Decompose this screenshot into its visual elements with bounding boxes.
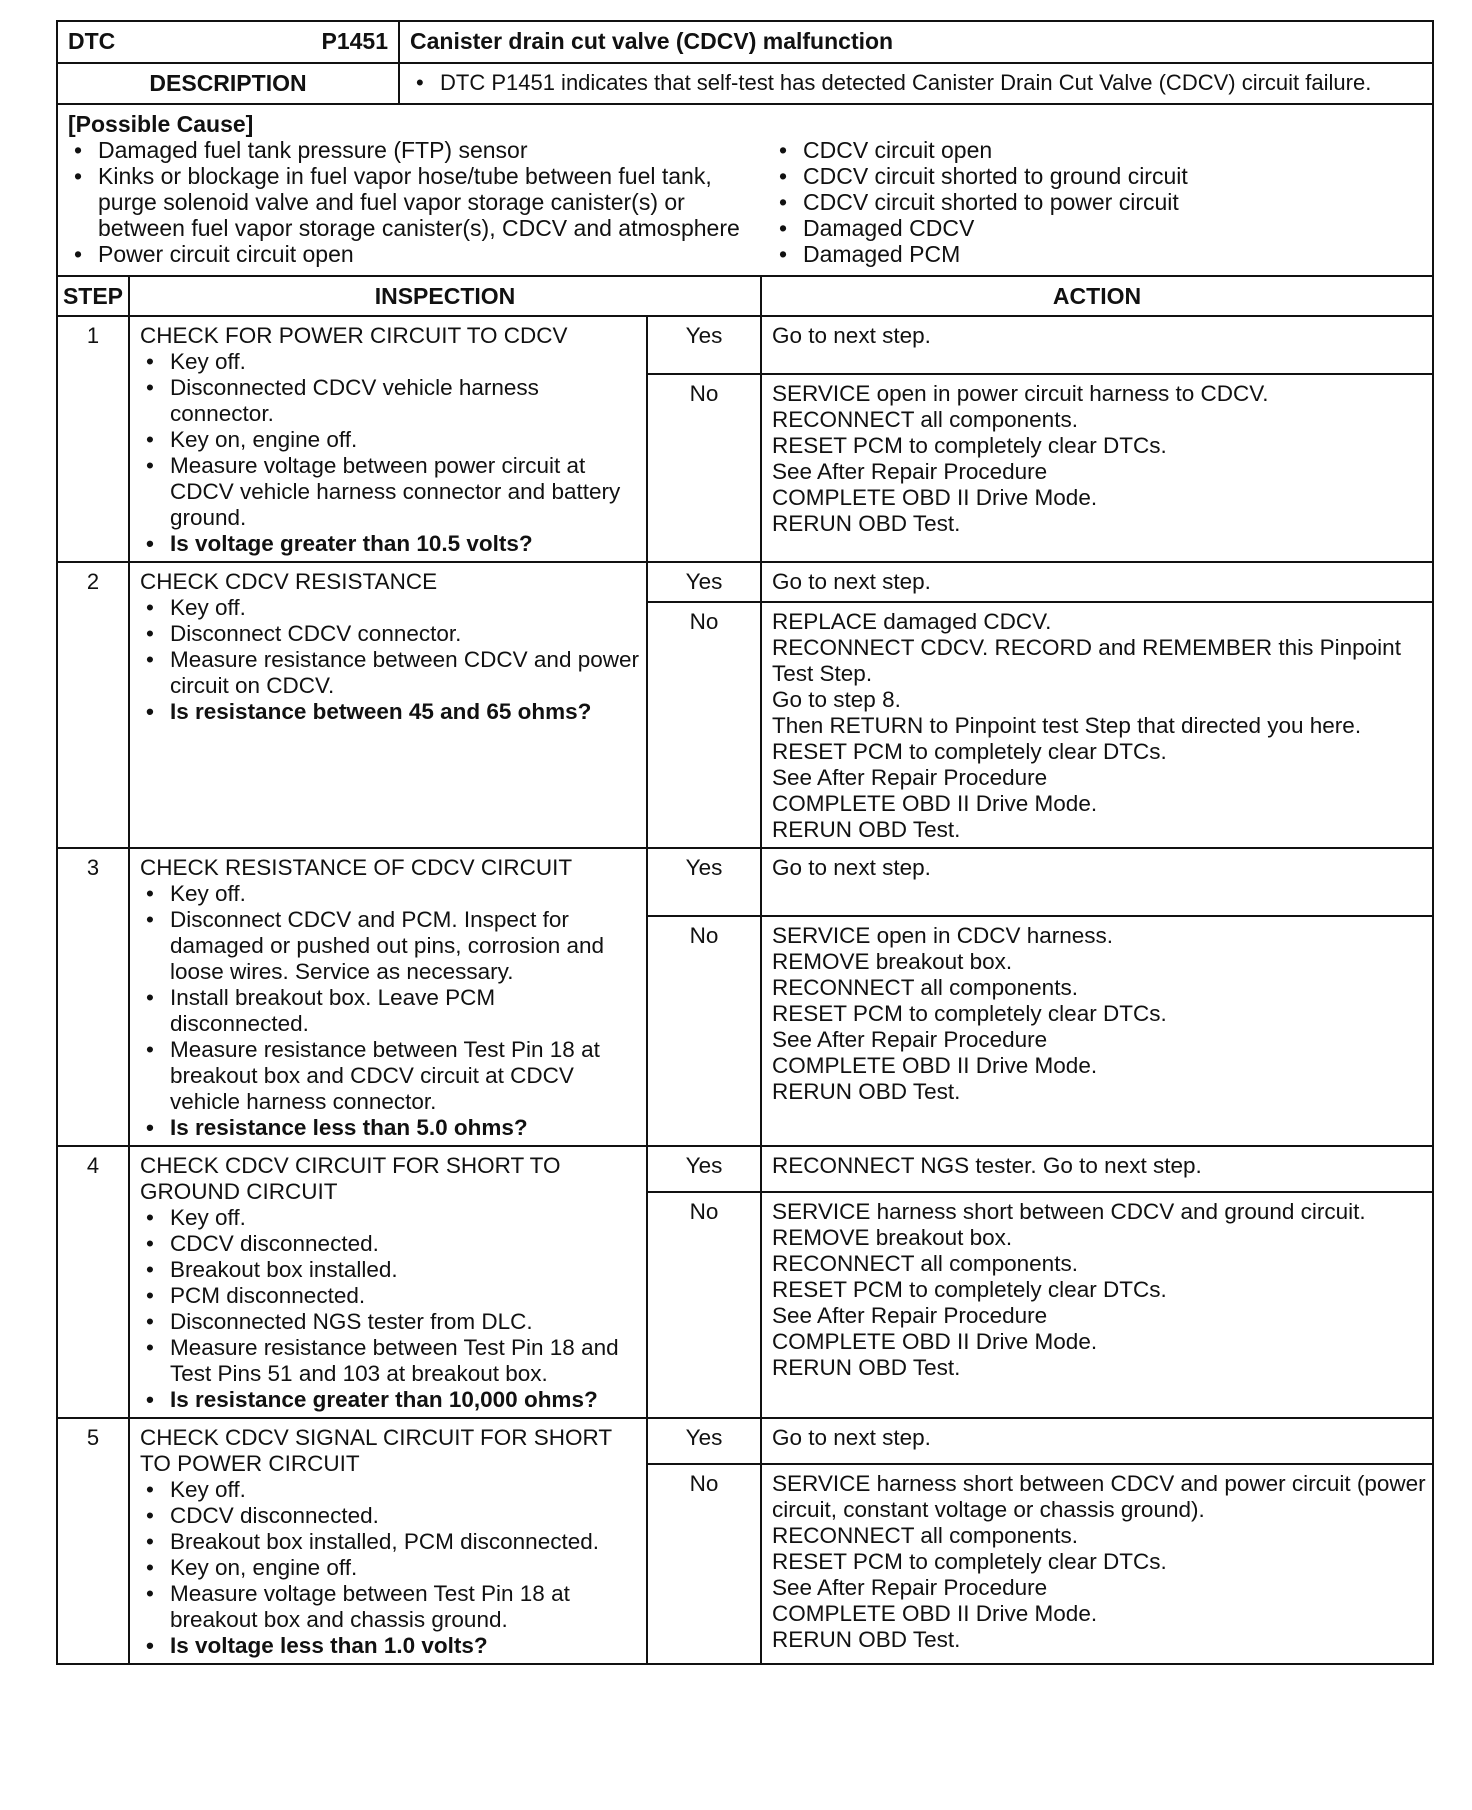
inspection-heading: CHECK RESISTANCE OF CDCV CIRCUIT <box>140 855 573 880</box>
step-number: 1 <box>57 316 129 562</box>
inspection-bullet: • Measure resistance between Test Pin 18 and Test Pins 51 and 103 at breakout box. <box>140 1335 640 1387</box>
yes-action <box>761 1146 1433 1192</box>
inspection-cell <box>129 316 647 562</box>
action-line: Go to next step. <box>772 1425 931 1450</box>
inspection-cell <box>129 848 647 1146</box>
step-row-2 <box>57 562 1433 602</box>
dtc-code: P1451 <box>321 28 388 54</box>
action-line: RESET PCM to completely clear DTCs. <box>772 1549 1167 1574</box>
no-action <box>761 374 1433 562</box>
inspection-column-header: INSPECTION <box>129 276 761 316</box>
inspection-question: • Is voltage greater than 10.5 volts? <box>140 531 640 557</box>
step-row-1 <box>57 316 1433 374</box>
yes-label: Yes <box>647 848 761 916</box>
action-line: See After Repair Procedure <box>772 1575 1048 1600</box>
inspection-bullet: • Measure resistance between Test Pin 18 at breakout box and CDCV circuit at CDCV vehicle harness connector. <box>140 1037 640 1115</box>
step-column-header: STEP <box>57 276 129 316</box>
possible-cause-section <box>57 104 1433 276</box>
cause-item: • CDCV circuit shorted to power circuit <box>773 189 1422 215</box>
table-header-row <box>57 276 1433 316</box>
cause-item: • Damaged fuel tank pressure (FTP) sensor <box>68 137 773 163</box>
action-line: RESET PCM to completely clear DTCs. <box>772 739 1167 764</box>
inspection-bullet: • Key off. <box>140 595 640 621</box>
inspection-heading: CHECK FOR POWER CIRCUIT TO CDCV <box>140 323 568 348</box>
inspection-question: • Is resistance less than 5.0 ohms? <box>140 1115 640 1141</box>
inspection-cell <box>129 562 647 848</box>
action-line: RECONNECT all components. <box>772 1523 1078 1548</box>
no-label: No <box>647 1464 761 1664</box>
action-line: Go to next step. <box>772 569 931 594</box>
action-line: RERUN OBD Test. <box>772 1355 961 1380</box>
inspection-question: • Is voltage less than 1.0 volts? <box>140 1633 640 1659</box>
no-action <box>761 1464 1433 1664</box>
dtc-title: Canister drain cut valve (CDCV) malfunction <box>399 21 1433 63</box>
cause-item: • Damaged PCM <box>773 241 1422 267</box>
cause-item: • CDCV circuit open <box>773 137 1422 163</box>
action-line: RECONNECT all components. <box>772 975 1078 1000</box>
description-label: DESCRIPTION <box>57 63 399 104</box>
no-action <box>761 1192 1433 1418</box>
inspection-bullet: • Install breakout box. Leave PCM disconnected. <box>140 985 640 1037</box>
action-line: RESET PCM to completely clear DTCs. <box>772 1001 1167 1026</box>
cause-list-left <box>68 137 773 267</box>
inspection-bullet: • Key on, engine off. <box>140 1555 640 1581</box>
no-label: No <box>647 1192 761 1418</box>
inspection-bullet: • Breakout box installed. <box>140 1257 640 1283</box>
cause-item: • Kinks or blockage in fuel vapor hose/tube between fuel tank, purge solenoid valve and fuel vapor storage canister(s) or between fuel vapor storage canister(s), CDCV and atmosphere <box>68 163 773 241</box>
action-line: Then RETURN to Pinpoint test Step that directed you here. <box>772 713 1362 738</box>
action-line: RECONNECT CDCV. RECORD and REMEMBER this Pinpoint Test Step. <box>772 635 1401 686</box>
cause-item: • Power circuit circuit open <box>68 241 773 267</box>
inspection-question: • Is resistance between 45 and 65 ohms? <box>140 699 640 725</box>
yes-action <box>761 316 1433 374</box>
action-line: Go to next step. <box>772 855 931 880</box>
step-row-4 <box>57 1146 1433 1192</box>
action-line: RERUN OBD Test. <box>772 1627 961 1652</box>
action-line: COMPLETE OBD II Drive Mode. <box>772 1053 1098 1078</box>
action-line: REMOVE breakout box. <box>772 949 1013 974</box>
yes-label: Yes <box>647 316 761 374</box>
inspection-table <box>56 275 1434 1665</box>
action-line: See After Repair Procedure <box>772 1027 1048 1052</box>
step-number: 5 <box>57 1418 129 1664</box>
action-line: RECONNECT all components. <box>772 407 1078 432</box>
cause-item: • CDCV circuit shorted to ground circuit <box>773 163 1422 189</box>
inspection-bullet: • Measure voltage between Test Pin 18 at breakout box and chassis ground. <box>140 1581 640 1633</box>
inspection-heading: CHECK CDCV CIRCUIT FOR SHORT TO GROUND CIRCUIT <box>140 1153 561 1204</box>
action-line: RESET PCM to completely clear DTCs. <box>772 433 1167 458</box>
action-line: SERVICE open in power circuit harness to CDCV. <box>772 381 1269 406</box>
no-action <box>761 916 1433 1146</box>
yes-action <box>761 1418 1433 1464</box>
no-action <box>761 602 1433 848</box>
inspection-bullet: • Disconnected NGS tester from DLC. <box>140 1309 640 1335</box>
action-line: REPLACE damaged CDCV. <box>772 609 1052 634</box>
action-line: RERUN OBD Test. <box>772 1079 961 1104</box>
inspection-bullet: • CDCV disconnected. <box>140 1231 640 1257</box>
action-line: SERVICE harness short between CDCV and ground circuit. <box>772 1199 1366 1224</box>
inspection-cell <box>129 1418 647 1664</box>
step-row-5 <box>57 1418 1433 1464</box>
action-line: See After Repair Procedure <box>772 459 1048 484</box>
inspection-heading: CHECK CDCV SIGNAL CIRCUIT FOR SHORT TO POWER CIRCUIT <box>140 1425 612 1476</box>
inspection-bullet: • Breakout box installed, PCM disconnected. <box>140 1529 640 1555</box>
inspection-cell <box>129 1146 647 1418</box>
action-line: RERUN OBD Test. <box>772 511 961 536</box>
yes-action <box>761 562 1433 602</box>
description-bullet: • DTC P1451 indicates that self-test has detected Canister Drain Cut Valve (CDCV) circuit failure. <box>410 70 1422 95</box>
action-line: COMPLETE OBD II Drive Mode. <box>772 1601 1098 1626</box>
yes-label: Yes <box>647 562 761 602</box>
cause-list-right <box>773 137 1422 267</box>
action-column-header: ACTION <box>761 276 1433 316</box>
inspection-bullet: • Disconnect CDCV and PCM. Inspect for damaged or pushed out pins, corrosion and loose wires. Service as necessary. <box>140 907 640 985</box>
no-label: No <box>647 916 761 1146</box>
action-line: See After Repair Procedure <box>772 765 1048 790</box>
step-number: 2 <box>57 562 129 848</box>
action-line: SERVICE open in CDCV harness. <box>772 923 1114 948</box>
cause-item: • Damaged CDCV <box>773 215 1422 241</box>
action-line: RECONNECT NGS tester. Go to next step. <box>772 1153 1202 1178</box>
step-row-3 <box>57 848 1433 916</box>
description-text <box>399 63 1433 104</box>
dtc-label: DTC <box>68 28 116 54</box>
inspection-bullet: • Disconnect CDCV connector. <box>140 621 640 647</box>
action-line: Go to next step. <box>772 323 931 348</box>
action-line: COMPLETE OBD II Drive Mode. <box>772 485 1098 510</box>
inspection-bullet: • Measure voltage between power circuit at CDCV vehicle harness connector and battery ground. <box>140 453 640 531</box>
inspection-bullet: • Key off. <box>140 1477 640 1503</box>
action-line: COMPLETE OBD II Drive Mode. <box>772 791 1098 816</box>
action-line: SERVICE harness short between CDCV and power circuit (power circuit, constant voltage or chassis ground). <box>772 1471 1426 1522</box>
yes-label: Yes <box>647 1146 761 1192</box>
possible-cause-label: [Possible Cause] <box>68 111 254 137</box>
action-line: RERUN OBD Test. <box>772 817 961 842</box>
inspection-bullet: • Measure resistance between CDCV and power circuit on CDCV. <box>140 647 640 699</box>
dtc-header-table <box>56 20 1434 105</box>
action-line: Go to step 8. <box>772 687 901 712</box>
inspection-question: • Is resistance greater than 10,000 ohms? <box>140 1387 640 1413</box>
dtc-code-cell <box>57 21 399 63</box>
action-line: RECONNECT all components. <box>772 1251 1078 1276</box>
action-line: COMPLETE OBD II Drive Mode. <box>772 1329 1098 1354</box>
action-line: See After Repair Procedure <box>772 1303 1048 1328</box>
inspection-bullet: • PCM disconnected. <box>140 1283 640 1309</box>
inspection-bullet: • Key off. <box>140 1205 640 1231</box>
yes-label: Yes <box>647 1418 761 1464</box>
inspection-bullet: • Key off. <box>140 349 640 375</box>
inspection-heading: CHECK CDCV RESISTANCE <box>140 569 438 594</box>
inspection-bullet: • Key off. <box>140 881 640 907</box>
dtc-document <box>56 20 1434 1665</box>
inspection-bullet: • Disconnected CDCV vehicle harness connector. <box>140 375 640 427</box>
possible-cause-table <box>56 103 1434 277</box>
step-number: 3 <box>57 848 129 1146</box>
inspection-bullet: • CDCV disconnected. <box>140 1503 640 1529</box>
inspection-bullet: • Key on, engine off. <box>140 427 640 453</box>
action-line: REMOVE breakout box. <box>772 1225 1013 1250</box>
step-number: 4 <box>57 1146 129 1418</box>
no-label: No <box>647 602 761 848</box>
action-line: RESET PCM to completely clear DTCs. <box>772 1277 1167 1302</box>
yes-action <box>761 848 1433 916</box>
no-label: No <box>647 374 761 562</box>
